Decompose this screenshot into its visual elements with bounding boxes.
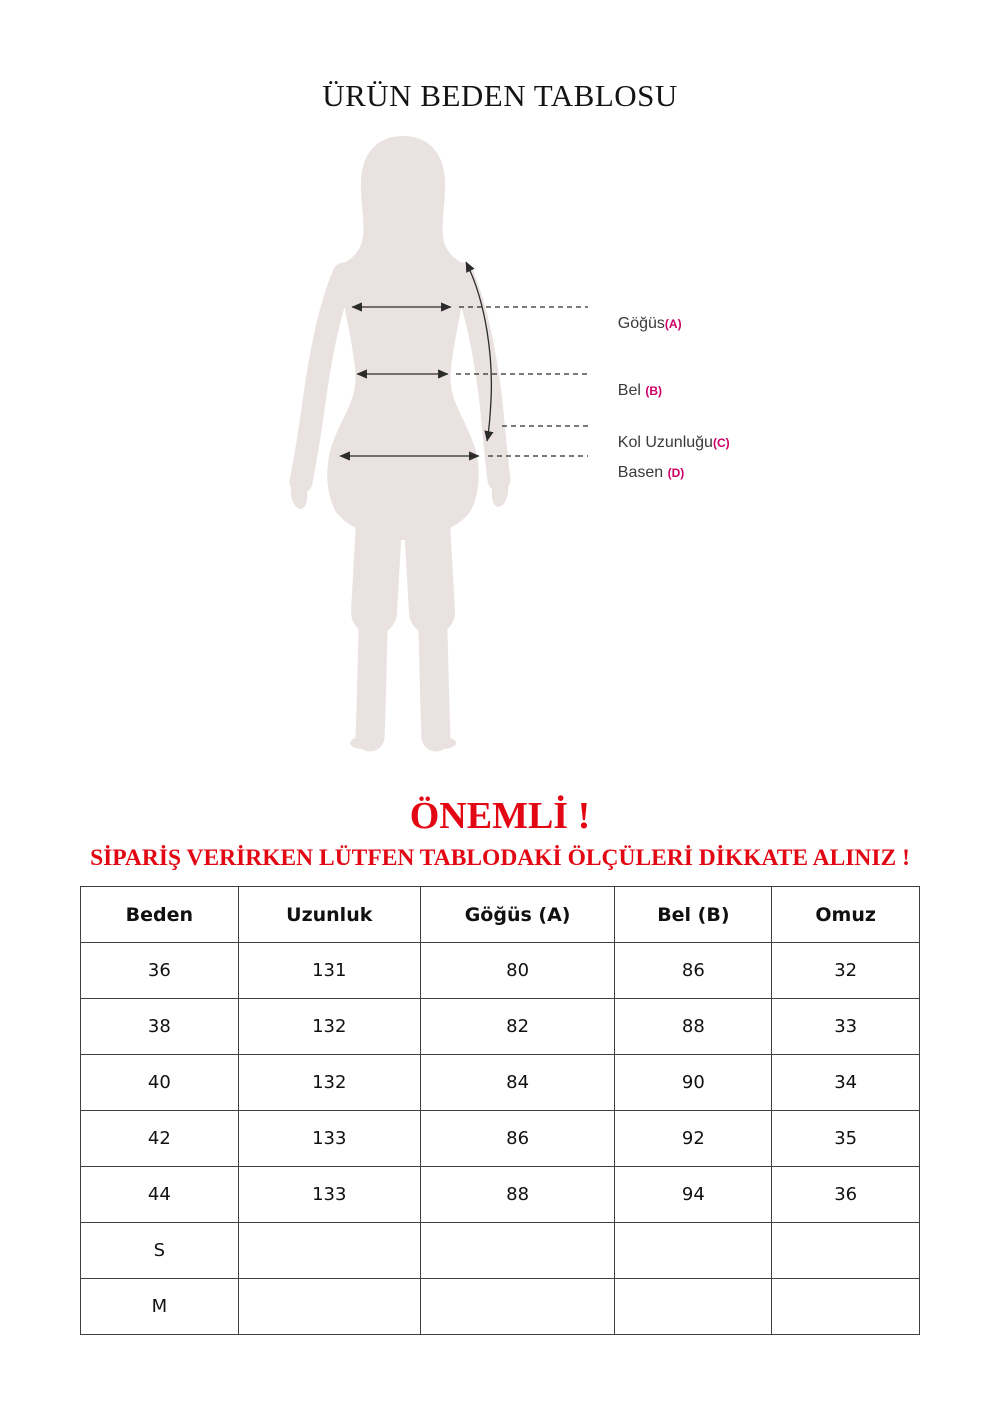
waist-label-text: Bel	[617, 382, 646, 399]
table-cell: 38	[81, 999, 239, 1055]
size-table	[80, 886, 920, 1335]
column-header: Göğüs (A)	[420, 887, 615, 943]
table-cell: 82	[420, 999, 615, 1055]
hip-label-letter: (D)	[667, 466, 685, 480]
column-header: Omuz	[772, 887, 920, 943]
table-cell	[772, 1223, 920, 1279]
table-cell	[238, 1223, 420, 1279]
silhouette-left-foot	[350, 737, 376, 749]
table-cell	[238, 1279, 420, 1335]
waist-measure-label	[600, 364, 662, 418]
waist-label-letter: (B)	[645, 384, 663, 398]
silhouette-right-foot	[430, 737, 456, 749]
header-row	[81, 887, 920, 943]
table-row	[81, 1167, 920, 1223]
table-cell: 133	[238, 1167, 420, 1223]
table-cell	[420, 1279, 615, 1335]
column-header: Bel (B)	[615, 887, 772, 943]
table-cell: 132	[238, 999, 420, 1055]
table-row	[81, 1111, 920, 1167]
table-cell: 92	[615, 1111, 772, 1167]
page-title: ÜRÜN BEDEN TABLOSU	[322, 78, 678, 113]
silhouette-torso	[327, 256, 479, 541]
table-cell: 133	[238, 1111, 420, 1167]
table-cell: 35	[772, 1111, 920, 1167]
table-cell	[420, 1223, 615, 1279]
table-row	[81, 943, 920, 999]
column-header: Uzunluk	[238, 887, 420, 943]
table-cell: S	[81, 1223, 239, 1279]
table-cell	[615, 1223, 772, 1279]
chest-label-text: Göğüs	[617, 315, 665, 332]
table-row	[81, 1223, 920, 1279]
table-row	[81, 999, 920, 1055]
table-cell: 88	[420, 1167, 615, 1223]
chest-measure-label	[600, 297, 682, 351]
table-cell: 88	[615, 999, 772, 1055]
table-cell: 36	[772, 1167, 920, 1223]
table-cell: 34	[772, 1055, 920, 1111]
important-subheading: SİPARİŞ VERİRKEN LÜTFEN TABLODAKİ ÖLÇÜLERİ DİKKATE ALINIZ !	[90, 845, 910, 871]
table-cell: 86	[420, 1111, 615, 1167]
chest-label-letter: (A)	[664, 317, 682, 331]
hip-measure-label	[600, 446, 684, 500]
table-cell: 131	[238, 943, 420, 999]
silhouette-neck	[390, 200, 416, 262]
table-cell: 40	[81, 1055, 239, 1111]
table-cell: M	[81, 1279, 239, 1335]
silhouette-left-calf	[370, 605, 374, 737]
silhouette-right-calf	[432, 605, 436, 737]
table-cell: 33	[772, 999, 920, 1055]
size-table-body	[81, 943, 920, 1335]
table-cell: 86	[615, 943, 772, 999]
arm-length-label-letter: (C)	[712, 436, 730, 450]
hip-label-text: Basen	[617, 464, 668, 481]
important-heading: ÖNEMLİ !	[409, 795, 591, 837]
table-cell: 42	[81, 1111, 239, 1167]
table-row	[81, 1279, 920, 1335]
column-header: Beden	[81, 887, 239, 943]
table-cell: 132	[238, 1055, 420, 1111]
table-cell: 90	[615, 1055, 772, 1111]
arm-length-label-text: Kol Uzunluğu	[617, 434, 713, 451]
size-table-head	[81, 887, 920, 943]
table-cell: 32	[772, 943, 920, 999]
table-row	[81, 1055, 920, 1111]
table-cell: 44	[81, 1167, 239, 1223]
table-cell	[772, 1279, 920, 1335]
table-cell: 84	[420, 1055, 615, 1111]
table-cell: 36	[81, 943, 239, 999]
table-cell: 94	[615, 1167, 772, 1223]
table-cell: 80	[420, 943, 615, 999]
table-cell	[615, 1279, 772, 1335]
female-silhouette-figure	[289, 136, 510, 749]
